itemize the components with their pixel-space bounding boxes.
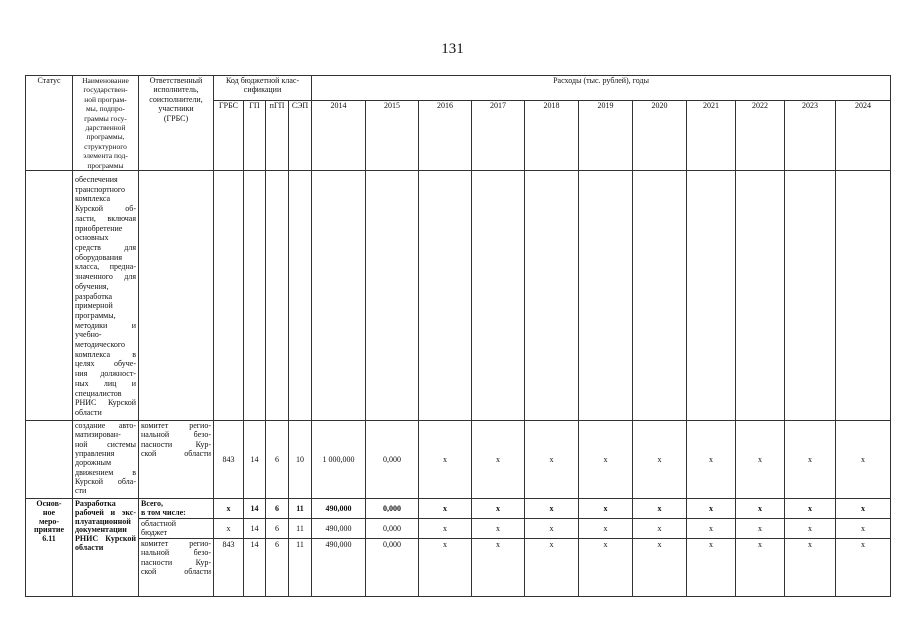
- gp-code-cell: 14: [244, 499, 266, 519]
- expense-2020-cell: х: [633, 539, 687, 597]
- expense-2019-cell: [579, 171, 633, 421]
- expense-2015-cell: [366, 171, 419, 421]
- header-status: Статус: [26, 76, 73, 171]
- header-row: [26, 76, 891, 101]
- expense-2022-cell: [736, 171, 785, 421]
- gp-code-cell: 14: [244, 539, 266, 597]
- executor-cell: [139, 171, 214, 421]
- expense-2018-cell: х: [525, 421, 579, 499]
- pgp-code-cell: 6: [266, 539, 289, 597]
- header-executor: Ответственный исполнитель, соисполнители, участники (ГРБС): [139, 76, 214, 171]
- header-program-name: Наименование государствен- ной програм- мы, подпро- граммы госу- дарственной программы, структурного элемента под- программы: [73, 76, 139, 171]
- expense-2017-cell: х: [472, 499, 525, 519]
- sep-code-cell: 11: [289, 499, 312, 519]
- header-year-2018: 2018: [525, 100, 579, 170]
- header-expenses: Расходы (тыс. рублей), годы: [312, 76, 891, 101]
- expense-2015-cell: 0,000: [366, 499, 419, 519]
- expense-2021-cell: х: [687, 499, 736, 519]
- expense-2018-cell: х: [525, 539, 579, 597]
- expense-2021-cell: х: [687, 519, 736, 539]
- header-year-2023: 2023: [785, 100, 836, 170]
- program-name-cell: обеспечения транспортного комплекса Курской об- ласти, включая приобретение основных средств для оборудования класса, предна- значенного для обучения, разработка примерной программы, методики и учебно- методического комплекса в целях обуче- ния должност- ных лиц и специалистов РНИС Курской области: [73, 171, 139, 421]
- expense-2016-cell: х: [419, 519, 472, 539]
- grbs-code-cell: [214, 171, 244, 421]
- header-year-2017: 2017: [472, 100, 525, 170]
- expense-2020-cell: [633, 171, 687, 421]
- grbs-code-cell: х: [214, 499, 244, 519]
- table-row: [26, 519, 891, 539]
- header-year-2021: 2021: [687, 100, 736, 170]
- header-year-2022: 2022: [736, 100, 785, 170]
- expense-2023-cell: х: [785, 539, 836, 597]
- header-grbs: ГРБС: [214, 100, 244, 170]
- status-cell: [26, 171, 73, 421]
- expense-2019-cell: х: [579, 519, 633, 539]
- header-year-2016: 2016: [419, 100, 472, 170]
- grbs-code-cell: 843: [214, 421, 244, 499]
- header-year-2019: 2019: [579, 100, 633, 170]
- expense-2020-cell: х: [633, 421, 687, 499]
- expense-2024-cell: х: [836, 499, 891, 519]
- sep-code-cell: [289, 171, 312, 421]
- expense-2021-cell: [687, 171, 736, 421]
- executor-cell: комитет регио- нальной безо- пасности Кур- ской области: [139, 539, 214, 597]
- expense-2020-cell: х: [633, 519, 687, 539]
- expense-2015-cell: 0,000: [366, 421, 419, 499]
- expense-2022-cell: х: [736, 421, 785, 499]
- expense-2014-cell: 1 000,000: [312, 421, 366, 499]
- expense-2019-cell: х: [579, 539, 633, 597]
- header-budget-code: Код бюджетной клас- сификации: [214, 76, 312, 101]
- expense-2022-cell: х: [736, 499, 785, 519]
- page-number: 131: [441, 41, 464, 57]
- gp-code-cell: 14: [244, 421, 266, 499]
- program-name-cell: Разработка рабочей и экс- плуатационной документации РНИС Курской области: [73, 499, 139, 597]
- sep-code-cell: 10: [289, 421, 312, 499]
- executor-cell: комитет регио- нальной безо- пасности Кур- ской области: [139, 421, 214, 499]
- table-row: [26, 539, 891, 597]
- status-cell: [26, 421, 73, 499]
- expense-2016-cell: х: [419, 539, 472, 597]
- expense-2022-cell: х: [736, 519, 785, 539]
- gp-code-cell: [244, 171, 266, 421]
- table-row: [26, 421, 891, 499]
- expense-2015-cell: 0,000: [366, 539, 419, 597]
- expense-2018-cell: [525, 171, 579, 421]
- expense-2017-cell: [472, 171, 525, 421]
- program-name-cell: создание авто- матизирован- ной системы управления дорожным движением в Курской обла- сти: [73, 421, 139, 499]
- expense-2014-cell: 490,000: [312, 519, 366, 539]
- status-cell: Основ- ное меро- приятие 6.11: [26, 499, 73, 597]
- expense-2019-cell: х: [579, 499, 633, 519]
- expense-2014-cell: [312, 171, 366, 421]
- expense-2016-cell: х: [419, 421, 472, 499]
- expense-2024-cell: х: [836, 519, 891, 539]
- sep-code-cell: 11: [289, 519, 312, 539]
- expense-2021-cell: х: [687, 421, 736, 499]
- expense-2024-cell: [836, 171, 891, 421]
- pgp-code-cell: 6: [266, 499, 289, 519]
- header-gp: ГП: [244, 100, 266, 170]
- expense-2017-cell: х: [472, 539, 525, 597]
- header-sep: СЭП: [289, 100, 312, 170]
- expense-2024-cell: х: [836, 421, 891, 499]
- pgp-code-cell: [266, 171, 289, 421]
- header-pgp: пГП: [266, 100, 289, 170]
- expense-2018-cell: х: [525, 499, 579, 519]
- pgp-code-cell: 6: [266, 421, 289, 499]
- expense-2021-cell: х: [687, 539, 736, 597]
- grbs-code-cell: 843: [214, 539, 244, 597]
- expense-2018-cell: х: [525, 519, 579, 539]
- expense-2016-cell: [419, 171, 472, 421]
- table-row: [26, 171, 891, 421]
- expense-2017-cell: х: [472, 519, 525, 539]
- executor-cell: областной бюджет: [139, 519, 214, 539]
- expense-2015-cell: 0,000: [366, 519, 419, 539]
- pgp-code-cell: 6: [266, 519, 289, 539]
- header-year-2014: 2014: [312, 100, 366, 170]
- grbs-code-cell: х: [214, 519, 244, 539]
- gp-code-cell: 14: [244, 519, 266, 539]
- expense-2023-cell: [785, 171, 836, 421]
- expense-2020-cell: х: [633, 499, 687, 519]
- expense-2023-cell: х: [785, 519, 836, 539]
- expense-2014-cell: 490,000: [312, 499, 366, 519]
- expense-2024-cell: х: [836, 539, 891, 597]
- expense-2017-cell: х: [472, 421, 525, 499]
- table-row: [26, 499, 891, 519]
- executor-cell: Всего, в том числе:: [139, 499, 214, 519]
- budget-expenses-table: [25, 75, 891, 597]
- expense-2022-cell: х: [736, 539, 785, 597]
- header-year-2020: 2020: [633, 100, 687, 170]
- header-year-2024: 2024: [836, 100, 891, 170]
- table-header: [26, 76, 891, 171]
- expense-2023-cell: х: [785, 421, 836, 499]
- header-year-2015: 2015: [366, 100, 419, 170]
- expense-2016-cell: х: [419, 499, 472, 519]
- expense-2023-cell: х: [785, 499, 836, 519]
- table-body: [26, 171, 891, 597]
- sep-code-cell: 11: [289, 539, 312, 597]
- expense-2019-cell: х: [579, 421, 633, 499]
- expense-2014-cell: 490,000: [312, 539, 366, 597]
